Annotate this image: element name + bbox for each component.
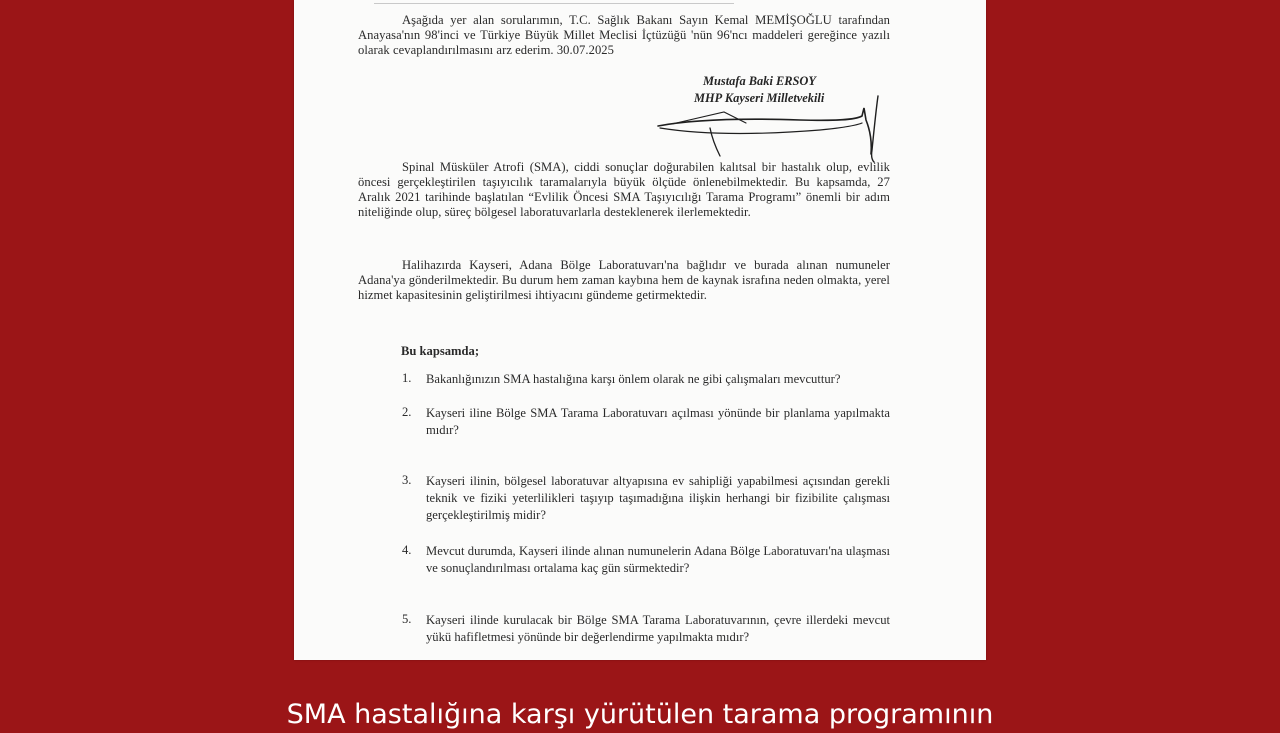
question-text: Kayseri ilinin, bölgesel laboratuvar altyapısına ev sahipliği yapabilmesi açısından gerekli teknik ve fiziki yeterlilikleri taşıyıp taşımadığına ilişkin herhangi bir fizibilite çalışması gerçekleştirilmiş midir? <box>426 474 890 522</box>
question-text: Kayseri iline Bölge SMA Tarama Laboratuvarı açılması yönünde bir planlama yapılmakta mıdır? <box>426 406 890 437</box>
question-text: Kayseri ilinde kurulacak bir Bölge SMA Tarama Laboratuvarının, çevre illerdeki mevcut yükü hafifletmesi yönünde bir değerlendirme yapılmakta mıdır? <box>426 613 890 644</box>
handwritten-signature <box>650 90 890 164</box>
intro-paragraph: Aşağıda yer alan sorularımın, T.C. Sağlık Bakanı Sayın Kemal MEMİŞOĞLU tarafından Anayasa'nın 98'inci ve Türkiye Büyük Millet Meclisi İçtüzüğü 'nün 96'ncı maddeleri gereğince yazılı olarak cevaplandırılmasını arz ederim. 30.07.2025 <box>358 13 890 57</box>
signatory-title: MHP Kayseri Milletvekili <box>694 91 825 105</box>
question-number: 4. <box>402 543 412 557</box>
question-number: 5. <box>402 612 412 626</box>
question-number: 1. <box>402 371 412 385</box>
signatory-name: Mustafa Baki ERSOY <box>703 74 816 88</box>
question-number: 2. <box>402 405 412 419</box>
document-page <box>294 0 986 660</box>
paragraph-kayseri-lab: Halihazırda Kayseri, Adana Bölge Laboratuvarı'na bağlıdır ve burada alınan numuneler Adana'ya gönderilmektedir. Bu durum hem zaman kaybına hem de kaynak israfına neden olmakta, yerel hizmet kapasitesinin geliştirilmesi ihtiyacını gündeme getirmektedir. <box>358 258 890 302</box>
question-text: Bakanlığınızın SMA hastalığına karşı önlem olarak ne gibi çalışmaları mevcuttur? <box>426 372 841 386</box>
paragraph-sma-program: Spinal Müsküler Atrofi (SMA), ciddi sonuçlar doğurabilen kalıtsal bir hastalık olup, evlilik öncesi gerçekleştirilen taşıyıcılık taramalarıyla büyük ölçüde önlenebilmektedir. Bu kapsamda, 27 Aralık 2021 tarihinde başlatılan “Evlilik Öncesi SMA Taşıyıcılığı Tarama Programı” önemli bir adım niteliğinde olup, süreç bölgesel laboratuvarlarla desteklenerek ilerlemektedir. <box>358 160 890 219</box>
question-text: Mevcut durumda, Kayseri ilinde alınan numunelerin Adana Bölge Laboratuvarı'na ulaşması ve sonuçlandırılması ortalama kaç gün sürmektedir? <box>426 544 890 575</box>
question-number: 3. <box>402 473 412 487</box>
news-caption: SMA hastalığına karşı yürütülen tarama programının <box>286 699 994 730</box>
questions-heading: Bu kapsamda; <box>401 344 480 358</box>
page-top-edge <box>374 0 734 4</box>
